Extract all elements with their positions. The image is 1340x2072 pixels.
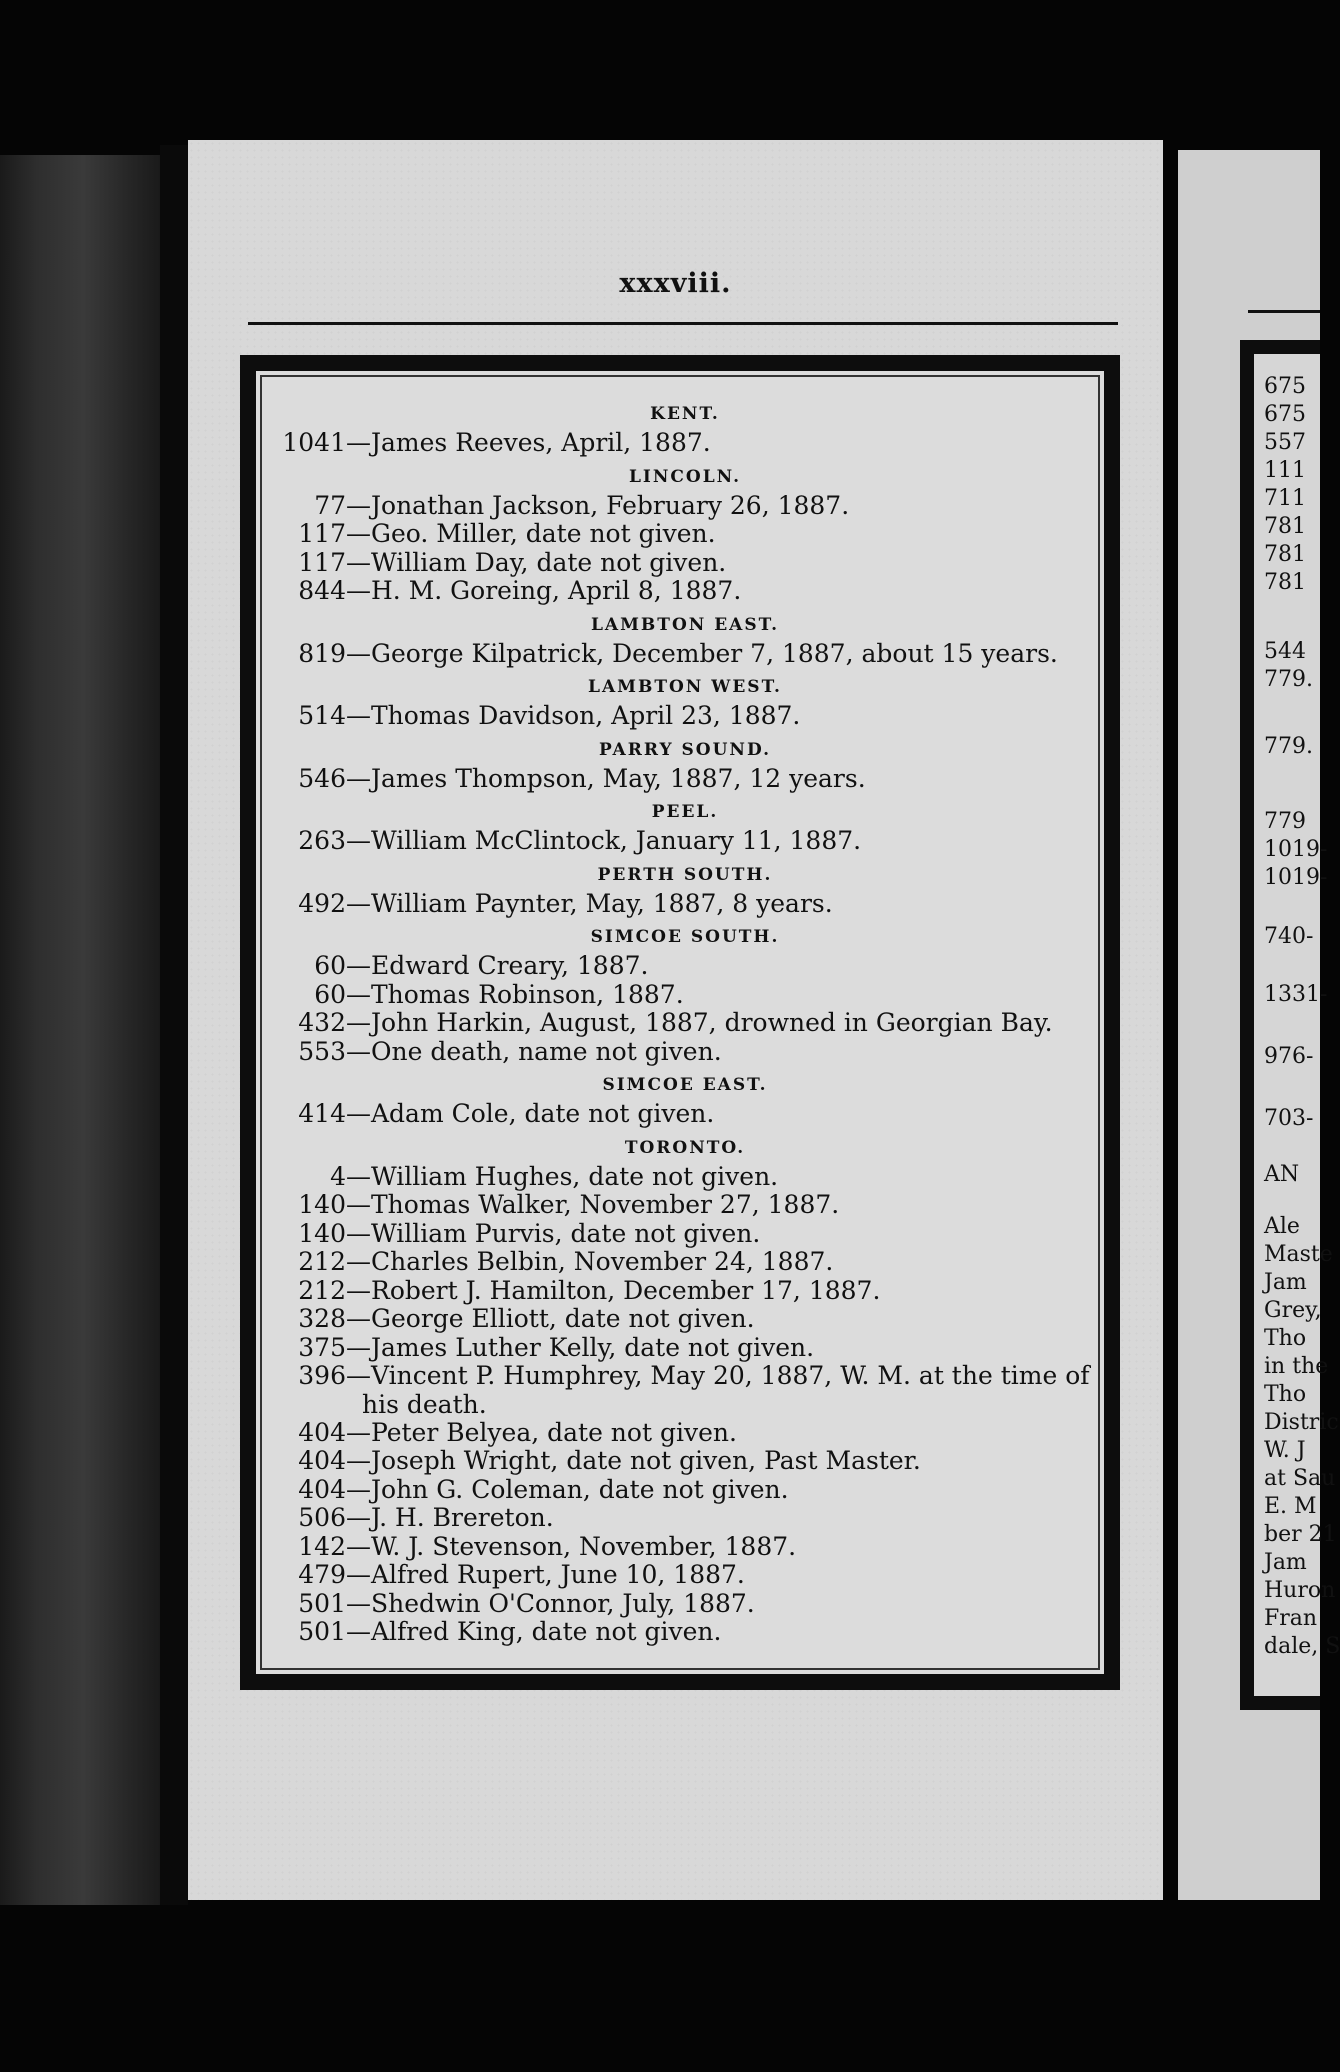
adjacent-text-fragment: 711	[1264, 486, 1306, 511]
adjacent-text-fragment: Distric	[1264, 1410, 1339, 1435]
entry-text: John G. Coleman, date not given.	[371, 1474, 789, 1504]
adjacent-text-fragment: 544	[1264, 639, 1306, 664]
list-item	[270, 1038, 1100, 1067]
list-item	[270, 1334, 1100, 1363]
list-item	[270, 1533, 1100, 1562]
adjacent-text-fragment: dale, S	[1264, 1634, 1340, 1659]
entry-text: Peter Belyea, date not given.	[371, 1417, 737, 1447]
adjacent-text-fragment: 675	[1264, 402, 1306, 427]
em-dash: —	[346, 1008, 371, 1037]
page-number: xxxviii.	[619, 268, 732, 299]
adjacent-text-fragment: AN	[1264, 1162, 1300, 1187]
em-dash: —	[346, 576, 371, 605]
adjacent-text-fragment: in the	[1264, 1354, 1329, 1379]
list-item	[270, 952, 1100, 981]
section-heading: LAMBTON EAST.	[590, 614, 780, 635]
entry-text: Robert J. Hamilton, December 17, 1887.	[371, 1275, 881, 1305]
em-dash: —	[346, 1304, 371, 1333]
entry-text: Vincent P. Humphrey, May 20, 1887, W. M. at the time of	[371, 1361, 1090, 1390]
entry-text: John Harkin, August, 1887, drowned in Georgian Bay.	[371, 1008, 1053, 1037]
em-dash: —	[346, 638, 371, 668]
em-dash: —	[346, 1036, 371, 1066]
lodge-number: 117	[298, 547, 346, 577]
list-item	[270, 1362, 1100, 1391]
list-item	[270, 577, 1100, 606]
entry-text: J. H. Brereton.	[371, 1503, 554, 1532]
em-dash: —	[346, 1099, 371, 1128]
obituary-list	[270, 395, 1100, 1647]
lodge-number: 396	[298, 1361, 346, 1390]
adjacent-text-fragment: Jam	[1264, 1270, 1307, 1295]
adjacent-page-frame	[1240, 340, 1340, 1710]
lodge-number: 375	[298, 1332, 346, 1362]
em-dash: —	[346, 1332, 371, 1362]
section-heading: KENT.	[650, 404, 720, 424]
adjacent-text-fragment: 781	[1264, 514, 1306, 539]
list-item	[270, 890, 1100, 919]
lodge-number: 263	[298, 826, 346, 855]
list-item	[270, 429, 1100, 458]
em-dash: —	[346, 1361, 371, 1390]
adjacent-text-fragment: Ale	[1264, 1214, 1300, 1239]
list-item	[270, 640, 1100, 669]
lodge-number: 492	[298, 888, 346, 918]
entry-text: James Reeves, April, 1887.	[371, 428, 711, 457]
adjacent-header-rule	[1248, 310, 1320, 313]
em-dash: —	[346, 888, 371, 918]
lodge-number: 117	[298, 519, 346, 548]
lodge-number: 140	[298, 1190, 346, 1219]
adjacent-text-fragment: 781	[1264, 542, 1306, 567]
lodge-number: 479	[298, 1560, 346, 1589]
em-dash: —	[346, 1531, 371, 1561]
entry-text: William Purvis, date not given.	[371, 1218, 761, 1248]
em-dash: —	[346, 1617, 371, 1646]
entry-text: William McClintock, January 11, 1887.	[371, 826, 862, 855]
em-dash: —	[346, 490, 371, 520]
entry-text: William Hughes, date not given.	[371, 1161, 779, 1191]
lodge-number: 212	[298, 1247, 346, 1276]
adjacent-text-fragment: 1331-	[1264, 982, 1328, 1007]
list-item	[270, 1100, 1100, 1129]
section-heading: SIMCOE EAST.	[602, 1075, 768, 1095]
entry-text: George Elliott, date not given.	[371, 1304, 755, 1333]
adjacent-text-fragment: Grey,	[1264, 1298, 1322, 1323]
lodge-number: 404	[298, 1446, 346, 1475]
lodge-number: 553	[298, 1036, 346, 1066]
lodge-number: 404	[298, 1474, 346, 1504]
em-dash: —	[346, 1560, 371, 1589]
adjacent-text-fragment: 557	[1264, 430, 1306, 455]
list-item	[270, 1248, 1100, 1277]
lodge-number: 60	[314, 951, 346, 980]
list-item	[270, 1590, 1100, 1619]
lodge-number: 77	[314, 490, 346, 520]
list-item	[270, 1009, 1100, 1038]
book-spine	[0, 155, 185, 1905]
adjacent-text-fragment: 779.	[1264, 667, 1313, 692]
lodge-number: 142	[298, 1531, 346, 1561]
section-heading: LAMBTON WEST.	[588, 677, 782, 697]
list-item	[270, 765, 1100, 794]
list-item	[270, 549, 1100, 578]
lodge-number: 514	[298, 701, 346, 730]
entry-text: Alfred King, date not given.	[371, 1617, 722, 1646]
em-dash: —	[346, 979, 371, 1009]
list-item	[270, 1504, 1100, 1533]
entry-text: Alfred Rupert, June 10, 1887.	[371, 1560, 745, 1589]
entry-text: Charles Belbin, November 24, 1887.	[371, 1247, 834, 1276]
adjacent-text-fragment: 703-	[1264, 1106, 1314, 1131]
lodge-number: 60	[314, 979, 346, 1009]
list-item	[270, 1305, 1100, 1334]
entry-text: One death, name not given.	[371, 1036, 722, 1066]
em-dash: —	[346, 1446, 371, 1475]
entry-text: Thomas Davidson, April 23, 1887.	[371, 701, 801, 730]
lodge-number: 501	[298, 1588, 346, 1618]
list-item	[270, 1220, 1100, 1249]
adjacent-text-fragment: 1019-	[1264, 837, 1328, 862]
list-item	[270, 1561, 1100, 1590]
section-heading: SIMCOE SOUTH.	[590, 927, 780, 947]
adjacent-text-fragment: E. M	[1264, 1494, 1317, 1519]
list-item	[270, 1447, 1100, 1476]
adjacent-text-fragment: Fran	[1264, 1606, 1318, 1631]
lodge-number: 212	[298, 1275, 346, 1305]
entry-text: W. J. Stevenson, November, 1887.	[371, 1531, 797, 1561]
adjacent-text-fragment: 675	[1264, 374, 1306, 399]
section-heading: PERTH SOUTH.	[597, 864, 773, 885]
lodge-number: 140	[298, 1218, 346, 1248]
adjacent-text-fragment: Jam	[1264, 1550, 1307, 1575]
header-rule	[248, 322, 1118, 325]
section-heading: LINCOLN.	[628, 466, 742, 487]
entry-text: Shedwin O'Connor, July, 1887.	[371, 1588, 755, 1618]
lodge-number: 404	[298, 1417, 346, 1447]
entry-text: Edward Creary, 1887.	[371, 951, 649, 980]
list-item	[270, 827, 1100, 856]
adjacent-text-fragment: 1019-	[1264, 865, 1328, 890]
lodge-number: 4	[330, 1161, 346, 1191]
adjacent-text-fragment: 740-	[1264, 924, 1314, 949]
book-page	[188, 140, 1163, 1900]
adjacent-text-fragment: Tho	[1264, 1326, 1307, 1351]
entry-text: Thomas Walker, November 27, 1887.	[371, 1190, 840, 1219]
adjacent-text-fragment: ber 21	[1264, 1522, 1337, 1547]
list-item	[270, 1277, 1100, 1306]
adjacent-text-fragment: 111	[1264, 458, 1306, 483]
em-dash: —	[346, 701, 371, 730]
lodge-number: 432	[298, 1008, 346, 1037]
list-item	[270, 1419, 1100, 1448]
list-item	[270, 520, 1100, 549]
lodge-number: 328	[298, 1304, 346, 1333]
adjacent-text-fragment: 976-	[1264, 1044, 1314, 1069]
em-dash: —	[346, 763, 371, 793]
em-dash: —	[346, 1190, 371, 1219]
list-item	[270, 1618, 1100, 1647]
lodge-number: 1041	[282, 428, 346, 457]
em-dash: —	[346, 1218, 371, 1248]
em-dash: —	[346, 519, 371, 548]
em-dash: —	[346, 951, 371, 980]
entry-text: Thomas Robinson, 1887.	[371, 979, 684, 1009]
adjacent-text-fragment: 779	[1264, 809, 1306, 834]
em-dash: —	[346, 547, 371, 577]
adjacent-text-fragment: Huron	[1264, 1578, 1336, 1603]
list-item	[270, 702, 1100, 731]
section-heading: PARRY SOUND.	[598, 739, 772, 760]
adjacent-text-fragment: Tho	[1264, 1382, 1307, 1407]
adjacent-text-fragment: at Sau	[1264, 1466, 1336, 1491]
lodge-number: 819	[298, 638, 346, 668]
em-dash: —	[346, 1247, 371, 1276]
adjacent-text-fragment: Maste	[1264, 1242, 1333, 1267]
bordered-frame	[240, 355, 1120, 1690]
em-dash: —	[346, 428, 371, 457]
entry-text: William Day, date not given.	[371, 547, 727, 577]
adjacent-text-fragment: 779.	[1264, 734, 1313, 759]
entry-text: H. M. Goreing, April 8, 1887.	[371, 576, 742, 605]
lodge-number: 546	[298, 763, 346, 793]
section-heading: PEEL.	[651, 802, 719, 822]
list-item	[270, 1191, 1100, 1220]
em-dash: —	[346, 1417, 371, 1447]
entry-text: James Luther Kelly, date not given.	[371, 1332, 815, 1362]
section-heading: TORONTO.	[624, 1137, 746, 1158]
lodge-number: 501	[298, 1617, 346, 1646]
binding-edge	[160, 145, 188, 1905]
lodge-number: 414	[298, 1099, 346, 1128]
entry-text: William Paynter, May, 1887, 8 years.	[371, 888, 833, 918]
adjacent-text-fragment: W. J	[1264, 1438, 1306, 1463]
em-dash: —	[346, 826, 371, 855]
entry-text: George Kilpatrick, December 7, 1887, about 15 years.	[371, 638, 1058, 668]
entry-text: Jonathan Jackson, February 26, 1887.	[371, 490, 850, 520]
list-item	[270, 981, 1100, 1010]
lodge-number: 844	[298, 576, 346, 605]
list-item	[270, 492, 1100, 521]
lodge-number: 506	[298, 1503, 346, 1532]
em-dash: —	[346, 1503, 371, 1532]
list-item	[270, 1163, 1100, 1192]
entry-text: James Thompson, May, 1887, 12 years.	[371, 763, 866, 793]
list-item	[270, 1476, 1100, 1505]
entry-text: Joseph Wright, date not given, Past Master.	[371, 1446, 921, 1475]
em-dash: —	[346, 1161, 371, 1191]
entry-text: Adam Cole, date not given.	[371, 1099, 715, 1128]
em-dash: —	[346, 1588, 371, 1618]
entry-continuation: his death.	[362, 1389, 487, 1419]
adjacent-text-fragment: 781	[1264, 570, 1306, 595]
em-dash: —	[346, 1275, 371, 1305]
em-dash: —	[346, 1474, 371, 1504]
entry-text: Geo. Miller, date not given.	[371, 519, 716, 548]
